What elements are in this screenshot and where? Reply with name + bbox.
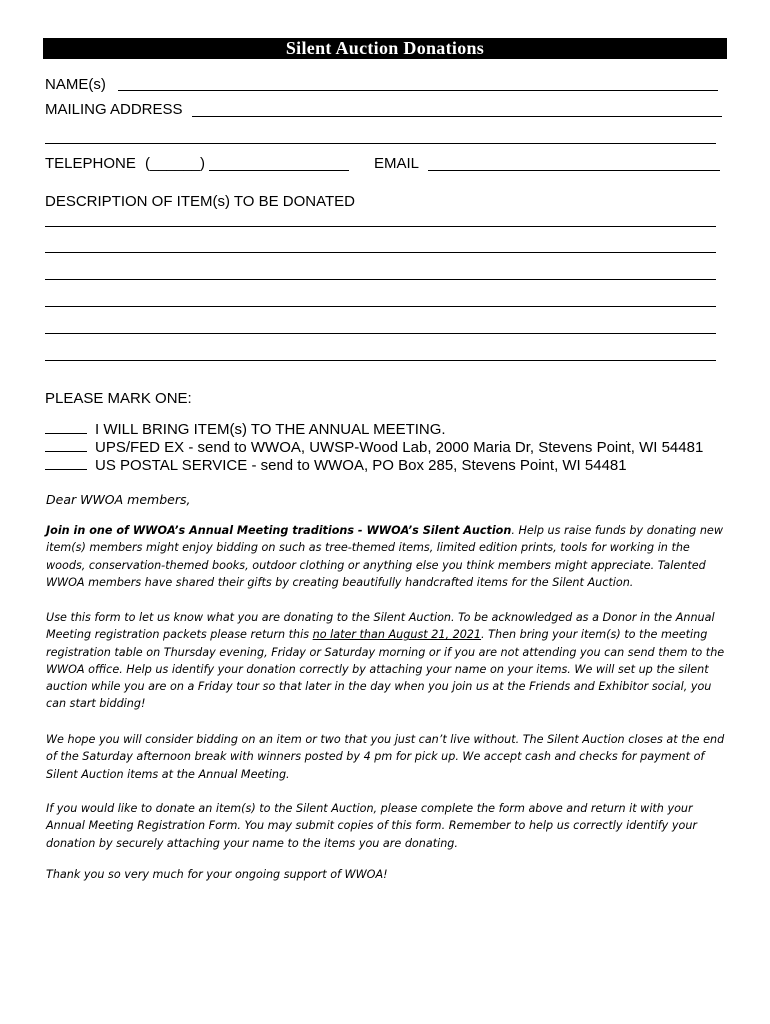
- letter-paragraph-4: [46, 800, 726, 852]
- deadline-date: no later than August 21, 2021: [312, 628, 482, 642]
- letter-paragraph-3: [46, 731, 726, 783]
- option-bring-item-checkbox[interactable]: [45, 419, 87, 434]
- description-line[interactable]: [45, 306, 716, 307]
- email-field[interactable]: [428, 170, 720, 171]
- option-bring-item: [45, 419, 446, 439]
- telephone-field[interactable]: [209, 170, 349, 171]
- option-ups-fedex-label: UPS/FED EX - send to WWOA, UWSP-Wood Lab, 2000 Maria Dr, Stevens Point, WI 54481: [95, 439, 704, 456]
- letter-closing: Thank you so very much for your ongoing support of WWOA!: [46, 868, 388, 881]
- phone-area-code: (______): [145, 155, 206, 172]
- option-ups-fedex: [45, 437, 703, 457]
- mailing-address-field-line2[interactable]: [45, 143, 716, 144]
- letter-greeting: Dear WWOA members,: [46, 492, 191, 507]
- letter-paragraph-1-text: . Help us raise funds by donating new item(s) members might enjoy bidding on such as tree-themed items, limited edition prints, tools for working in the woods, conservation-themed books, outdoor clothing or anything else you think members might appreciate. Talented WWOA members have shared their gifts by creating beautifully handcrafted items for the Silent Auction.: [46, 524, 723, 589]
- name-label: NAME(s): [45, 76, 106, 93]
- option-bring-item-label: I WILL BRING ITEM(s) TO THE ANNUAL MEETING.: [95, 421, 446, 438]
- name-field[interactable]: [118, 90, 718, 91]
- mark-one-label: PLEASE MARK ONE:: [45, 390, 192, 407]
- option-postal-service-label: US POSTAL SERVICE - send to WWOA, PO Box 285, Stevens Point, WI 54481: [95, 457, 627, 474]
- telephone-label: TELEPHONE: [45, 155, 136, 172]
- letter-paragraph-3-text: We hope you will consider bidding on an item or two that you just can’t live without. The Silent Auction closes at the end of the Saturday afternoon break with winners posted by 4 pm for pick up. We accept cash and checks for payment of Silent Auction items at the Annual Meeting.: [46, 733, 725, 781]
- form-title: Silent Auction Donations: [43, 38, 727, 59]
- description-line[interactable]: [45, 333, 716, 334]
- email-label: EMAIL: [374, 155, 420, 172]
- letter-paragraph-2: [46, 609, 726, 713]
- auction-tradition-heading: Join in one of WWOA’s Annual Meeting traditions - WWOA’s Silent Auction: [46, 524, 512, 537]
- option-postal-service-checkbox[interactable]: [45, 455, 87, 470]
- description-line[interactable]: [45, 226, 716, 227]
- mailing-address-field[interactable]: [192, 116, 722, 117]
- description-label: DESCRIPTION OF ITEM(s) TO BE DONATED: [45, 193, 356, 210]
- option-ups-fedex-checkbox[interactable]: [45, 437, 87, 452]
- letter-paragraph-4-text: If you would like to donate an item(s) to the Silent Auction, please complete the form above and return it with your Annual Meeting Registration Form. You may submit copies of this form. Remember to help us correctly identify your donation by securely attaching your name to the items you are donating.: [46, 802, 698, 850]
- description-line[interactable]: [45, 252, 716, 253]
- option-postal-service: [45, 455, 627, 475]
- mailing-address-label: MAILING ADDRESS: [45, 101, 183, 118]
- letter-paragraph-1: [46, 522, 726, 591]
- letter-paragraph-2-text-a: Use this form to let us know what you are donating to the Silent Auction. To be acknowledged as a Donor in the Annual Meeting registration packets please return this: [46, 611, 715, 642]
- description-line[interactable]: [45, 360, 716, 361]
- description-line[interactable]: [45, 279, 716, 280]
- letter-paragraph-2-text-b: . Then bring your item(s) to the meeting registration table on Thursday evening, Friday or Saturday morning or if you are not attending you can send them to the WWOA office. Help us identify your donation correctly by attaching your name on your items. We will set up the silent auction while you are on a Friday tour so that later in the day when you join us at the Friends and Exhibitor social, you can start bidding!: [46, 628, 725, 711]
